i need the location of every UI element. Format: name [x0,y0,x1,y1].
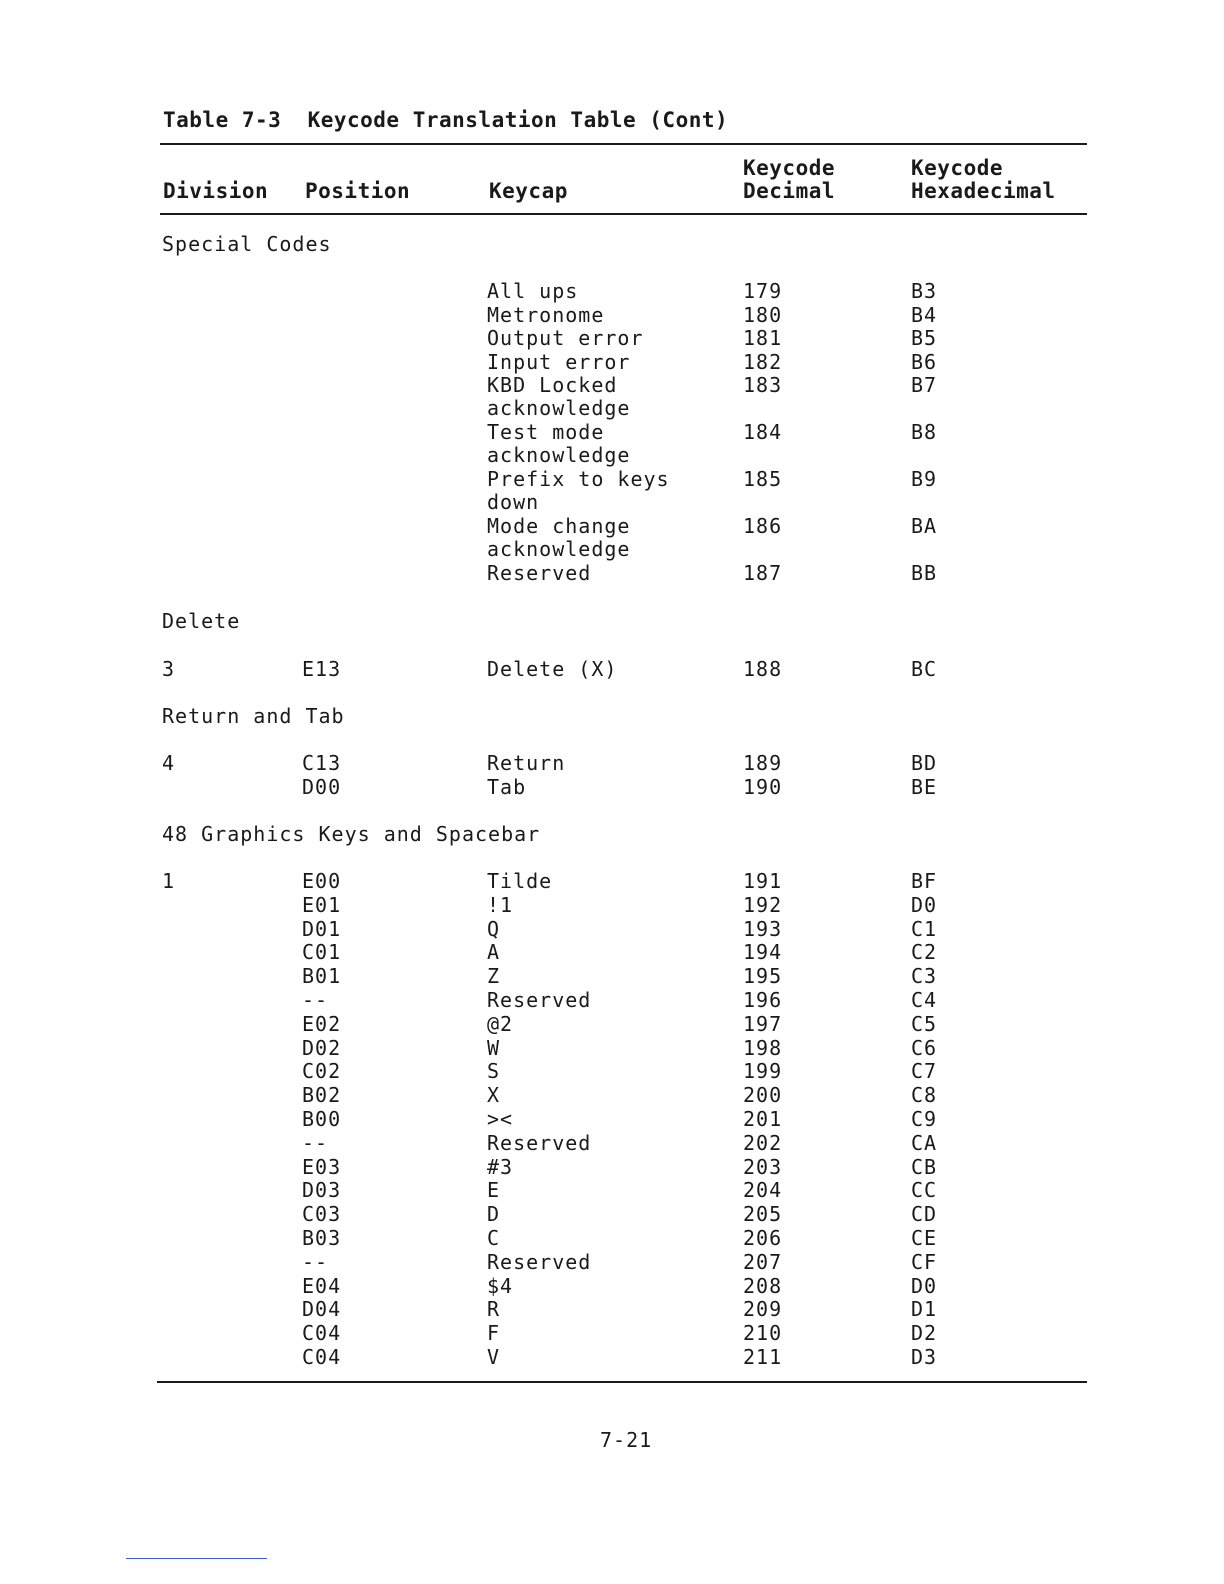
hex-cell: D1 [911,1297,938,1322]
keycap-cell: >< [487,1107,514,1131]
position-cell: C02 [302,1059,342,1084]
position-cell: D01 [302,916,342,941]
keycap-cell: X [487,1083,501,1108]
division-cell: 4 [162,751,176,775]
keycap-cell: E [487,1178,501,1203]
keycap-cell: Reserved [487,1130,592,1155]
hex-cell: B3 [911,279,938,303]
keycap-cell: C [487,1226,501,1250]
top-rule [160,143,1087,145]
keycap-cell: Reserved [487,1249,592,1274]
decimal-cell: 193 [743,916,783,941]
hex-cell: BE [911,774,938,799]
position-cell: -- [302,1130,329,1155]
decimal-cell: 188 [743,657,783,681]
hex-cell: C9 [911,1107,938,1131]
keycap-cell: W [487,1035,501,1060]
decimal-cell: 196 [743,988,783,1012]
decimal-cell: 194 [743,940,783,965]
decimal-cell: 180 [743,302,783,327]
decimal-cell: 190 [743,774,783,799]
position-cell: D03 [302,1178,342,1203]
keycap-cell-continued: down [487,490,540,514]
section-heading-return-tab: Return and Tab [162,704,345,728]
decimal-cell: 182 [743,349,783,374]
position-cell: D00 [302,774,342,799]
hex-cell: C2 [911,940,938,965]
hex-cell: C1 [911,916,938,941]
section-heading-graphics: 48 Graphics Keys and Spacebar [162,822,541,846]
position-cell: E01 [302,892,342,917]
hex-cell: B8 [911,420,938,444]
hex-cell: CB [911,1154,938,1179]
keycap-cell: #3 [487,1154,514,1179]
decimal-cell: 207 [743,1249,783,1274]
keycap-cell-continued: acknowledge [487,443,631,467]
position-cell: E04 [302,1273,342,1298]
decimal-cell: 199 [743,1059,783,1084]
keycap-cell: Tilde [487,869,553,893]
keycap-cell: S [487,1059,501,1084]
decimal-cell: 179 [743,279,783,303]
header-hex-line1: Keycode [911,156,1004,180]
decimal-cell: 205 [743,1202,783,1227]
keycap-cell: Z [487,964,501,989]
decimal-cell: 210 [743,1321,783,1346]
position-cell: C01 [302,940,342,965]
table-title: Table 7-3 Keycode Translation Table (Cont) [163,108,729,132]
keycap-cell: All ups [487,279,579,303]
position-cell: E02 [302,1011,342,1036]
keycap-cell: KBD Locked [487,373,618,397]
hex-cell: CA [911,1130,938,1155]
keycap-cell: F [487,1321,501,1346]
keycap-cell: Reserved [487,561,592,585]
hex-cell: D3 [911,1345,938,1369]
bottom-rule [157,1381,1087,1383]
position-cell: D02 [302,1035,342,1060]
hex-cell: B5 [911,326,938,350]
decimal-cell: 189 [743,751,783,775]
keycap-cell: Q [487,916,501,941]
hex-cell: B9 [911,467,938,491]
decimal-cell: 211 [743,1345,783,1369]
header-keycap: Keycap [489,179,568,203]
position-cell: D04 [302,1297,342,1322]
hex-cell: CD [911,1202,938,1227]
page-number: 7-21 [600,1428,653,1452]
decimal-cell: 186 [743,514,783,538]
division-cell: 3 [162,657,176,681]
hex-cell: D0 [911,892,938,917]
keycap-cell: $4 [487,1273,514,1298]
decimal-cell: 203 [743,1154,783,1179]
keycap-cell: Metronome [487,302,605,327]
hex-cell: C7 [911,1059,938,1084]
position-cell: C04 [302,1345,342,1369]
decimal-cell: 183 [743,373,783,397]
position-cell: C04 [302,1321,342,1346]
hex-cell: BA [911,514,938,538]
keycap-cell: Delete (X) [487,657,618,681]
hex-cell: D2 [911,1321,938,1346]
position-cell: C03 [302,1202,342,1227]
position-cell: E00 [302,869,342,893]
position-cell: B02 [302,1083,342,1108]
hex-cell: BB [911,561,938,585]
position-cell: -- [302,1249,329,1274]
decimal-cell: 200 [743,1083,783,1108]
keycap-cell: Test mode [487,420,605,444]
keycap-cell: D [487,1202,501,1227]
footnote-rule [126,1558,267,1559]
decimal-cell: 191 [743,869,783,893]
keycap-cell: @2 [487,1011,514,1036]
decimal-cell: 206 [743,1226,783,1250]
position-cell: C13 [302,751,342,775]
decimal-cell: 195 [743,964,783,989]
keycap-cell: Reserved [487,988,592,1012]
hex-cell: C4 [911,988,938,1012]
keycap-cell: A [487,940,501,965]
hex-cell: BC [911,657,938,681]
decimal-cell: 208 [743,1273,783,1298]
keycap-cell-continued: acknowledge [487,537,631,561]
hex-cell: C5 [911,1011,938,1036]
decimal-cell: 197 [743,1011,783,1036]
decimal-cell: 198 [743,1035,783,1060]
keycap-cell: Prefix to keys [487,467,670,491]
position-cell: E13 [302,657,342,681]
keycap-cell-continued: acknowledge [487,396,631,420]
decimal-cell: 192 [743,892,783,917]
division-cell: 1 [162,869,176,893]
position-cell: B00 [302,1107,342,1131]
decimal-cell: 185 [743,467,783,491]
decimal-cell: 202 [743,1130,783,1155]
decimal-cell: 187 [743,561,783,585]
hex-cell: BD [911,751,938,775]
header-position: Position [305,179,411,203]
decimal-cell: 204 [743,1178,783,1203]
section-heading-special-codes: Special Codes [162,232,332,256]
hex-cell: B4 [911,302,938,327]
header-decimal-line1: Keycode [743,156,836,180]
decimal-cell: 209 [743,1297,783,1322]
position-cell: B03 [302,1226,342,1250]
keycap-cell: Return [487,751,566,775]
decimal-cell: 201 [743,1107,783,1131]
hex-cell: CC [911,1178,938,1203]
header-division: Division [163,179,269,203]
keycap-cell: Mode change [487,514,631,538]
decimal-cell: 181 [743,326,783,350]
hex-cell: BF [911,869,938,893]
keycap-cell: Output error [487,326,644,350]
header-decimal-line2: Decimal [743,179,836,203]
header-rule [160,213,1087,215]
hex-cell: C8 [911,1083,938,1108]
hex-cell: CF [911,1249,938,1274]
hex-cell: C6 [911,1035,938,1060]
hex-cell: C3 [911,964,938,989]
position-cell: B01 [302,964,342,989]
header-hex-line2: Hexadecimal [911,179,1056,203]
section-heading-delete: Delete [162,609,241,633]
hex-cell: CE [911,1226,938,1250]
position-cell: -- [302,988,329,1012]
hex-cell: B7 [911,373,938,397]
position-cell: E03 [302,1154,342,1179]
keycap-cell: V [487,1345,501,1369]
hex-cell: D0 [911,1273,938,1298]
keycap-cell: !1 [487,892,514,917]
keycap-cell: Input error [487,349,631,374]
keycap-cell: R [487,1297,501,1322]
keycap-cell: Tab [487,774,527,799]
decimal-cell: 184 [743,420,783,444]
hex-cell: B6 [911,349,938,374]
